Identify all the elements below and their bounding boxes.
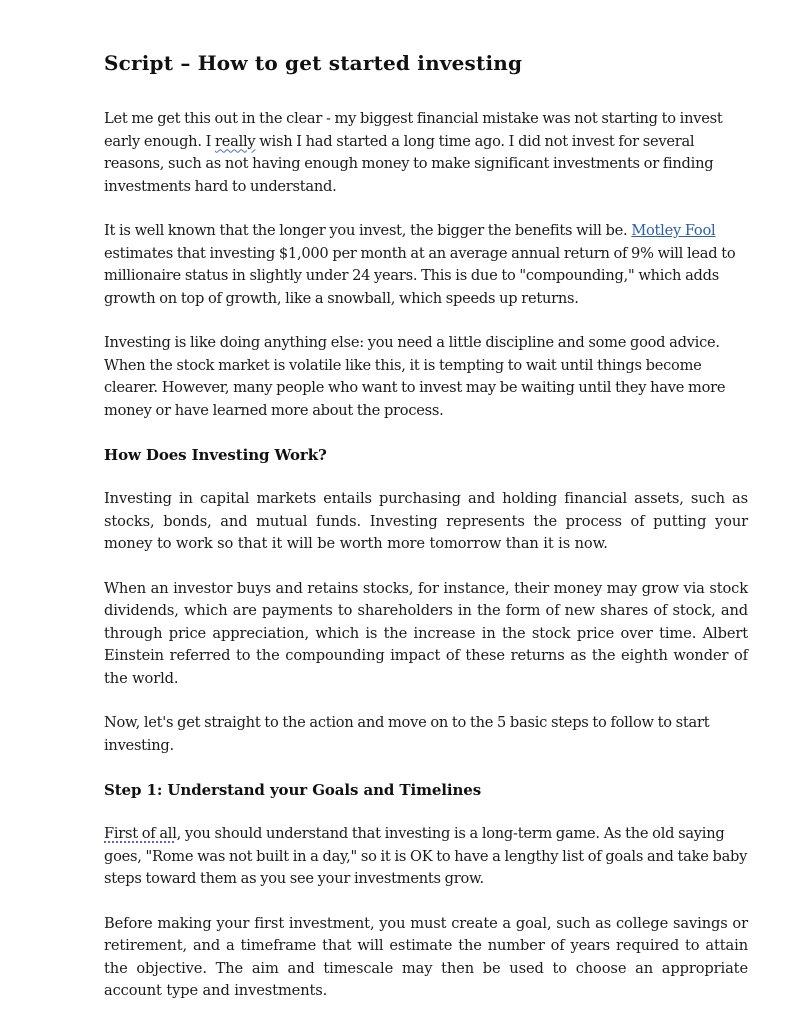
heading-step-1: Step 1: Understand your Goals and Timelines xyxy=(104,781,482,799)
paragraph-stock-dividends: When an investor buys and retains stocks, for instance, their money may grow via stock dividends, which are payments to shareholders in the form of new shares of stock, and through price appreciation, which is the increase in the stock price over time. Albert Einstein referred to the compounding impact of these returns as the eighth wonder of the world. xyxy=(104,579,748,687)
paragraph-compounding xyxy=(104,220,748,310)
paragraph-biggest-mistake xyxy=(104,108,748,198)
heading-how-investing-works: How Does Investing Work? xyxy=(104,446,327,464)
paragraph-text: Let me get this out in the clear - my biggest financial mistake was not starting to invest early enough. I xyxy=(104,110,723,150)
grammar-flagged-phrase[interactable]: First of all xyxy=(104,825,177,842)
paragraph-discipline: Investing is like doing anything else: you need a little discipline and some good advice. When the stock market is volatile like this, it is tempting to wait until things become clearer. However, many people who want to invest may be waiting until they have more money or have learned more about the process. xyxy=(104,334,726,419)
paragraph-text: , you should understand that investing is a long-term game. As the old saying goes, "Rome was not built in a day," so it is OK to have a lengthy list of goals and take baby steps toward them as you see your investments grow. xyxy=(104,825,748,887)
paragraph-capital-markets: Investing in capital markets entails purchasing and holding financial assets, such as stocks, bonds, and mutual funds. Investing represents the process of putting your money to work so that it will be worth more tomorrow than it is now. xyxy=(104,490,748,552)
document-title: Script – How to get started investing xyxy=(104,51,523,75)
paragraph-first-investment: Before making your first investment, you must create a goal, such as college savings or retirement, and a timeframe that will estimate the number of years required to attain the objective. The aim and timescale may then be used to choose an appropriate account type and investments. xyxy=(104,914,748,999)
spellcheck-flagged-word[interactable]: really xyxy=(215,132,256,150)
paragraph-basic-steps: Now, let's get straight to the action and move on to the 5 basic steps to follow to start investing. xyxy=(104,714,710,754)
paragraph-text: estimates that investing $1,000 per month at an average annual return of 9% will lead to millionaire status in slightly under 24 years. This is due to "compounding," which adds growth on top of growth, like a snowball, which speeds up returns. xyxy=(104,244,736,307)
paragraph-text: wish I had started a long time ago. I did not invest for several reasons, such as not having enough money to make significant investments or finding investments hard to understand. xyxy=(104,132,714,195)
motley-fool-link[interactable]: Motley Fool xyxy=(631,222,716,239)
paragraph-long-term-game xyxy=(104,823,748,891)
paragraph-text: It is well known that the longer you invest, the bigger the benefits will be. xyxy=(104,222,632,239)
